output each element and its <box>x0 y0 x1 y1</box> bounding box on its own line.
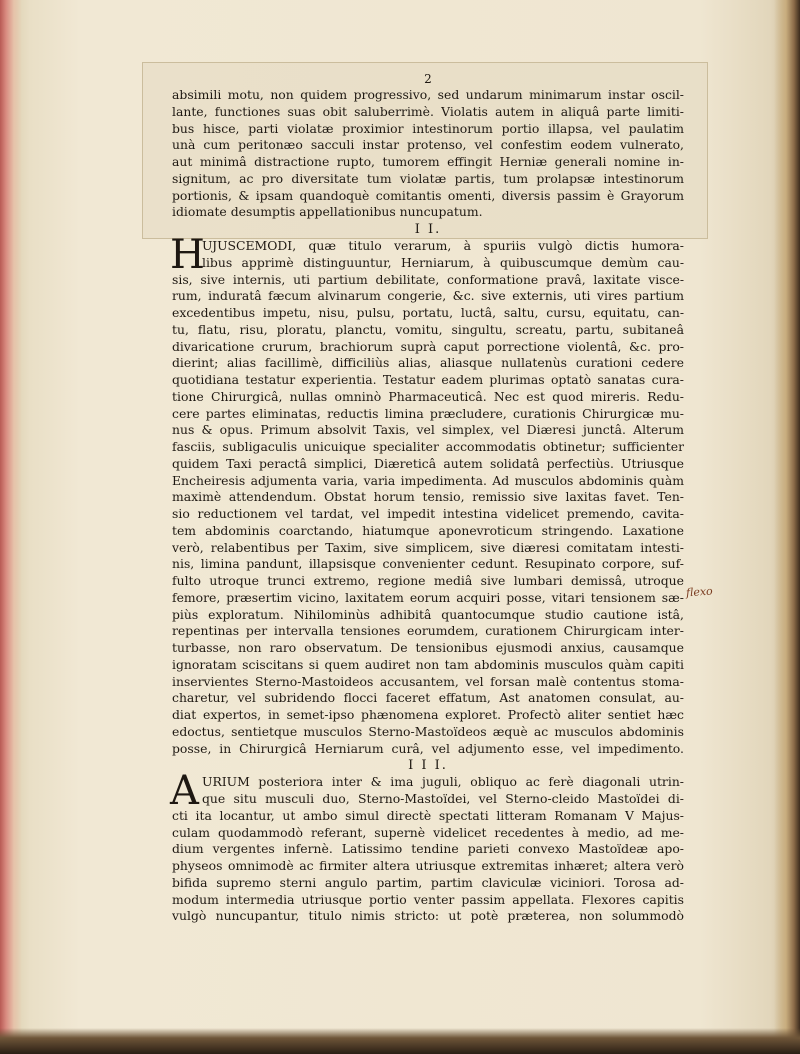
text-line: inservientes Sterno-Mastoideos accusantem, vel forsan malè contentus stoma- <box>172 673 684 689</box>
section-3-dropcap: A <box>170 768 199 815</box>
page-number: 2 <box>424 72 432 86</box>
section-3-text <box>170 768 684 925</box>
text-line: tu, flatu, risu, ploratu, planctu, vomitu, singultu, screatu, partu, subitaneâ <box>172 321 684 337</box>
text-line: femore, præsertim vicino, laxitatem eorum acquiri posse, vitari tensionem sæ- <box>172 589 684 605</box>
text-line: UJUSCEMODI, quæ titulo verarum, à spuriis vulgò dictis humora- <box>202 238 684 253</box>
text-line: cti ita locantur, ut ambo simul directè spectati litteram Romanam V Majus- <box>172 807 684 823</box>
text-line: fulto utroque trunci extremo, regione mediâ sive lumbari demissâ, utroque <box>172 573 684 588</box>
text-line: tione Chirurgicâ, nullas omninò Pharmaceuticâ. Nec est quod mireris. Redu- <box>172 388 684 404</box>
section-2-dropcap: H <box>170 232 205 278</box>
book-binding-edge <box>0 0 22 1054</box>
text-line: sis, sive internis, uti partium debilitate, conformatione pravâ, laxitate visce- <box>172 271 684 287</box>
text-line: cere partes eliminatas, reductis limina præcludere, curationis Chirurgicæ mu- <box>172 405 684 421</box>
text-line: quidem Taxi peractâ simplici, Diæreticâ autem solidatâ perfectiùs. Utriusque <box>172 455 684 471</box>
text-line: aut minimâ distractione rupto, tumorem effingit Herniæ generali nomine in- <box>172 154 684 169</box>
text-line: quotidiana testatur experientia. Testatur eadem plurimas optatò sanatas cura- <box>172 372 684 387</box>
text-line: signitum, ac pro diversitate tum violatæ partis, tum prolapsæ intestinorum <box>172 170 684 186</box>
text-line: idiomate desumptis appellationibus nuncupatum. <box>172 204 483 220</box>
text-line: posse, in Chirurgicâ Herniarum curâ, vel adjumento esse, vel impedimento. <box>172 740 684 756</box>
text-line: ignoratam sciscitans si quem audiret non tam abdominis musculos quàm capiti <box>172 656 684 672</box>
text-line: charetur, vel subridendo flocci faceret effatum, Ast anatomen consulat, au- <box>172 690 684 706</box>
page-text <box>172 72 684 925</box>
text-line: diat expertos, in semet-ipso phænomena exploret. Profectò aliter sentiet hæc <box>172 707 684 722</box>
page-gutter-edge <box>774 0 800 1054</box>
section-2-heading: I I. <box>414 222 442 237</box>
text-line: nis, limina pandunt, illapsisque convenienter cedunt. Resupinato corpore, suf- <box>172 556 684 572</box>
text-line: repentinas per intervalla tensiones eorumdem, curationem Chirurgicam inter- <box>172 623 684 639</box>
text-line: sio reductionem vel tardat, vel impedit intestina videlicet premendo, cavita- <box>172 506 684 521</box>
text-line: maximè attendendum. Obstat horum tensio, remissio sive laxitas favet. Ten- <box>172 489 684 505</box>
section-1-text <box>172 87 684 221</box>
text-line: dium vergentes infernè. Latissimo tendine parieti convexo Mastoïdeæ apo- <box>172 841 684 857</box>
text-line: modum intermedia utriusque portio venter passim appellata. Flexores capitis <box>172 891 684 907</box>
text-line: libus apprimè distinguuntur, Herniarum, à quibuscumque demùm cau- <box>202 254 684 270</box>
text-line: bifida supremo sterni angulo partim, partim claviculæ viciniori. Torosa ad- <box>172 874 684 890</box>
text-line: nus & opus. Primum absolvit Taxis, vel simplex, vel Diæresi junctâ. Alterum <box>172 422 684 438</box>
text-line: Encheiresis adjumenta varia, varia impedimenta. Ad musculos abdominis quàm <box>172 472 684 488</box>
text-line: excedentibus impetu, nisu, pulsu, portatu, luctâ, saltu, cursu, equitatu, can- <box>172 305 684 320</box>
text-line: lante, functiones suas obit saluberrimè. Violatis autem in aliquâ parte limiti- <box>172 103 684 119</box>
text-line: divaricatione crurum, brachiorum suprà caput porrectione violentâ, &c. pro- <box>172 338 684 354</box>
text-line: culam quodammodò referant, supernè videlicet recedentes à medio, ad me- <box>172 824 684 840</box>
text-line: verò, relabentibus per Taxim, sive simplicem, sive diæresi comitatam intesti- <box>172 539 684 555</box>
text-line: fasciis, subligaculis unicuique specialiter accommodatis obtinetur; sufficienter <box>172 439 684 454</box>
text-line: dierint; alias facillimè, difficiliùs alias, aliasque nullatenùs curationi cedere <box>172 355 684 371</box>
text-line: edoctus, sentietque musculos Sterno-Mastoïdeos æquè ac musculos abdominis <box>172 723 684 739</box>
section-3-heading: I I I. <box>408 758 448 774</box>
text-line: rum, induratâ fæcum alvinarum congerie, &c. sive externis, uti vires partium <box>172 288 684 304</box>
section-2-text <box>170 232 684 757</box>
text-line: tem abdominis coarctando, hiatumque aponevroticum stringendo. Laxatione <box>172 522 684 538</box>
text-line: piùs exploratum. Nihilominùs adhibitâ quantocumque studio cautione istâ, <box>172 606 684 622</box>
text-line: portionis, & ipsam quandoquè comitantis omenti, diversis passim è Grayorum <box>172 187 684 203</box>
text-line: unà cum peritonæo sacculi instar protenso, vel confestim eodem vulnerato, <box>172 137 684 153</box>
text-line: absimili motu, non quidem progressivo, sed undarum minimarum instar oscil- <box>172 87 684 102</box>
page-bottom-edge <box>0 1028 800 1054</box>
text-line: URIUM posteriora inter & ima juguli, obliquo ac ferè diagonali utrin- <box>202 774 684 790</box>
handwritten-margin-note: flexo <box>685 584 714 600</box>
text-line: turbasse, non raro observatum. De tensionibus ejusmodi anxius, causamque <box>172 640 684 655</box>
text-line: physeos omnimodè ac firmiter altera utriusque extremitas inhæret; altera verò <box>172 858 684 873</box>
text-line: que situ musculi duo, Sterno-Mastoïdei, vel Sterno-cleido Mastoïdei di- <box>202 791 684 806</box>
text-line: vulgò nuncupantur, titulo nimis stricto: ut potè præterea, non solummodò <box>172 908 684 924</box>
text-line: bus hisce, parti violatæ proximior intestinorum portio illapsa, vel paulatim <box>172 120 684 136</box>
